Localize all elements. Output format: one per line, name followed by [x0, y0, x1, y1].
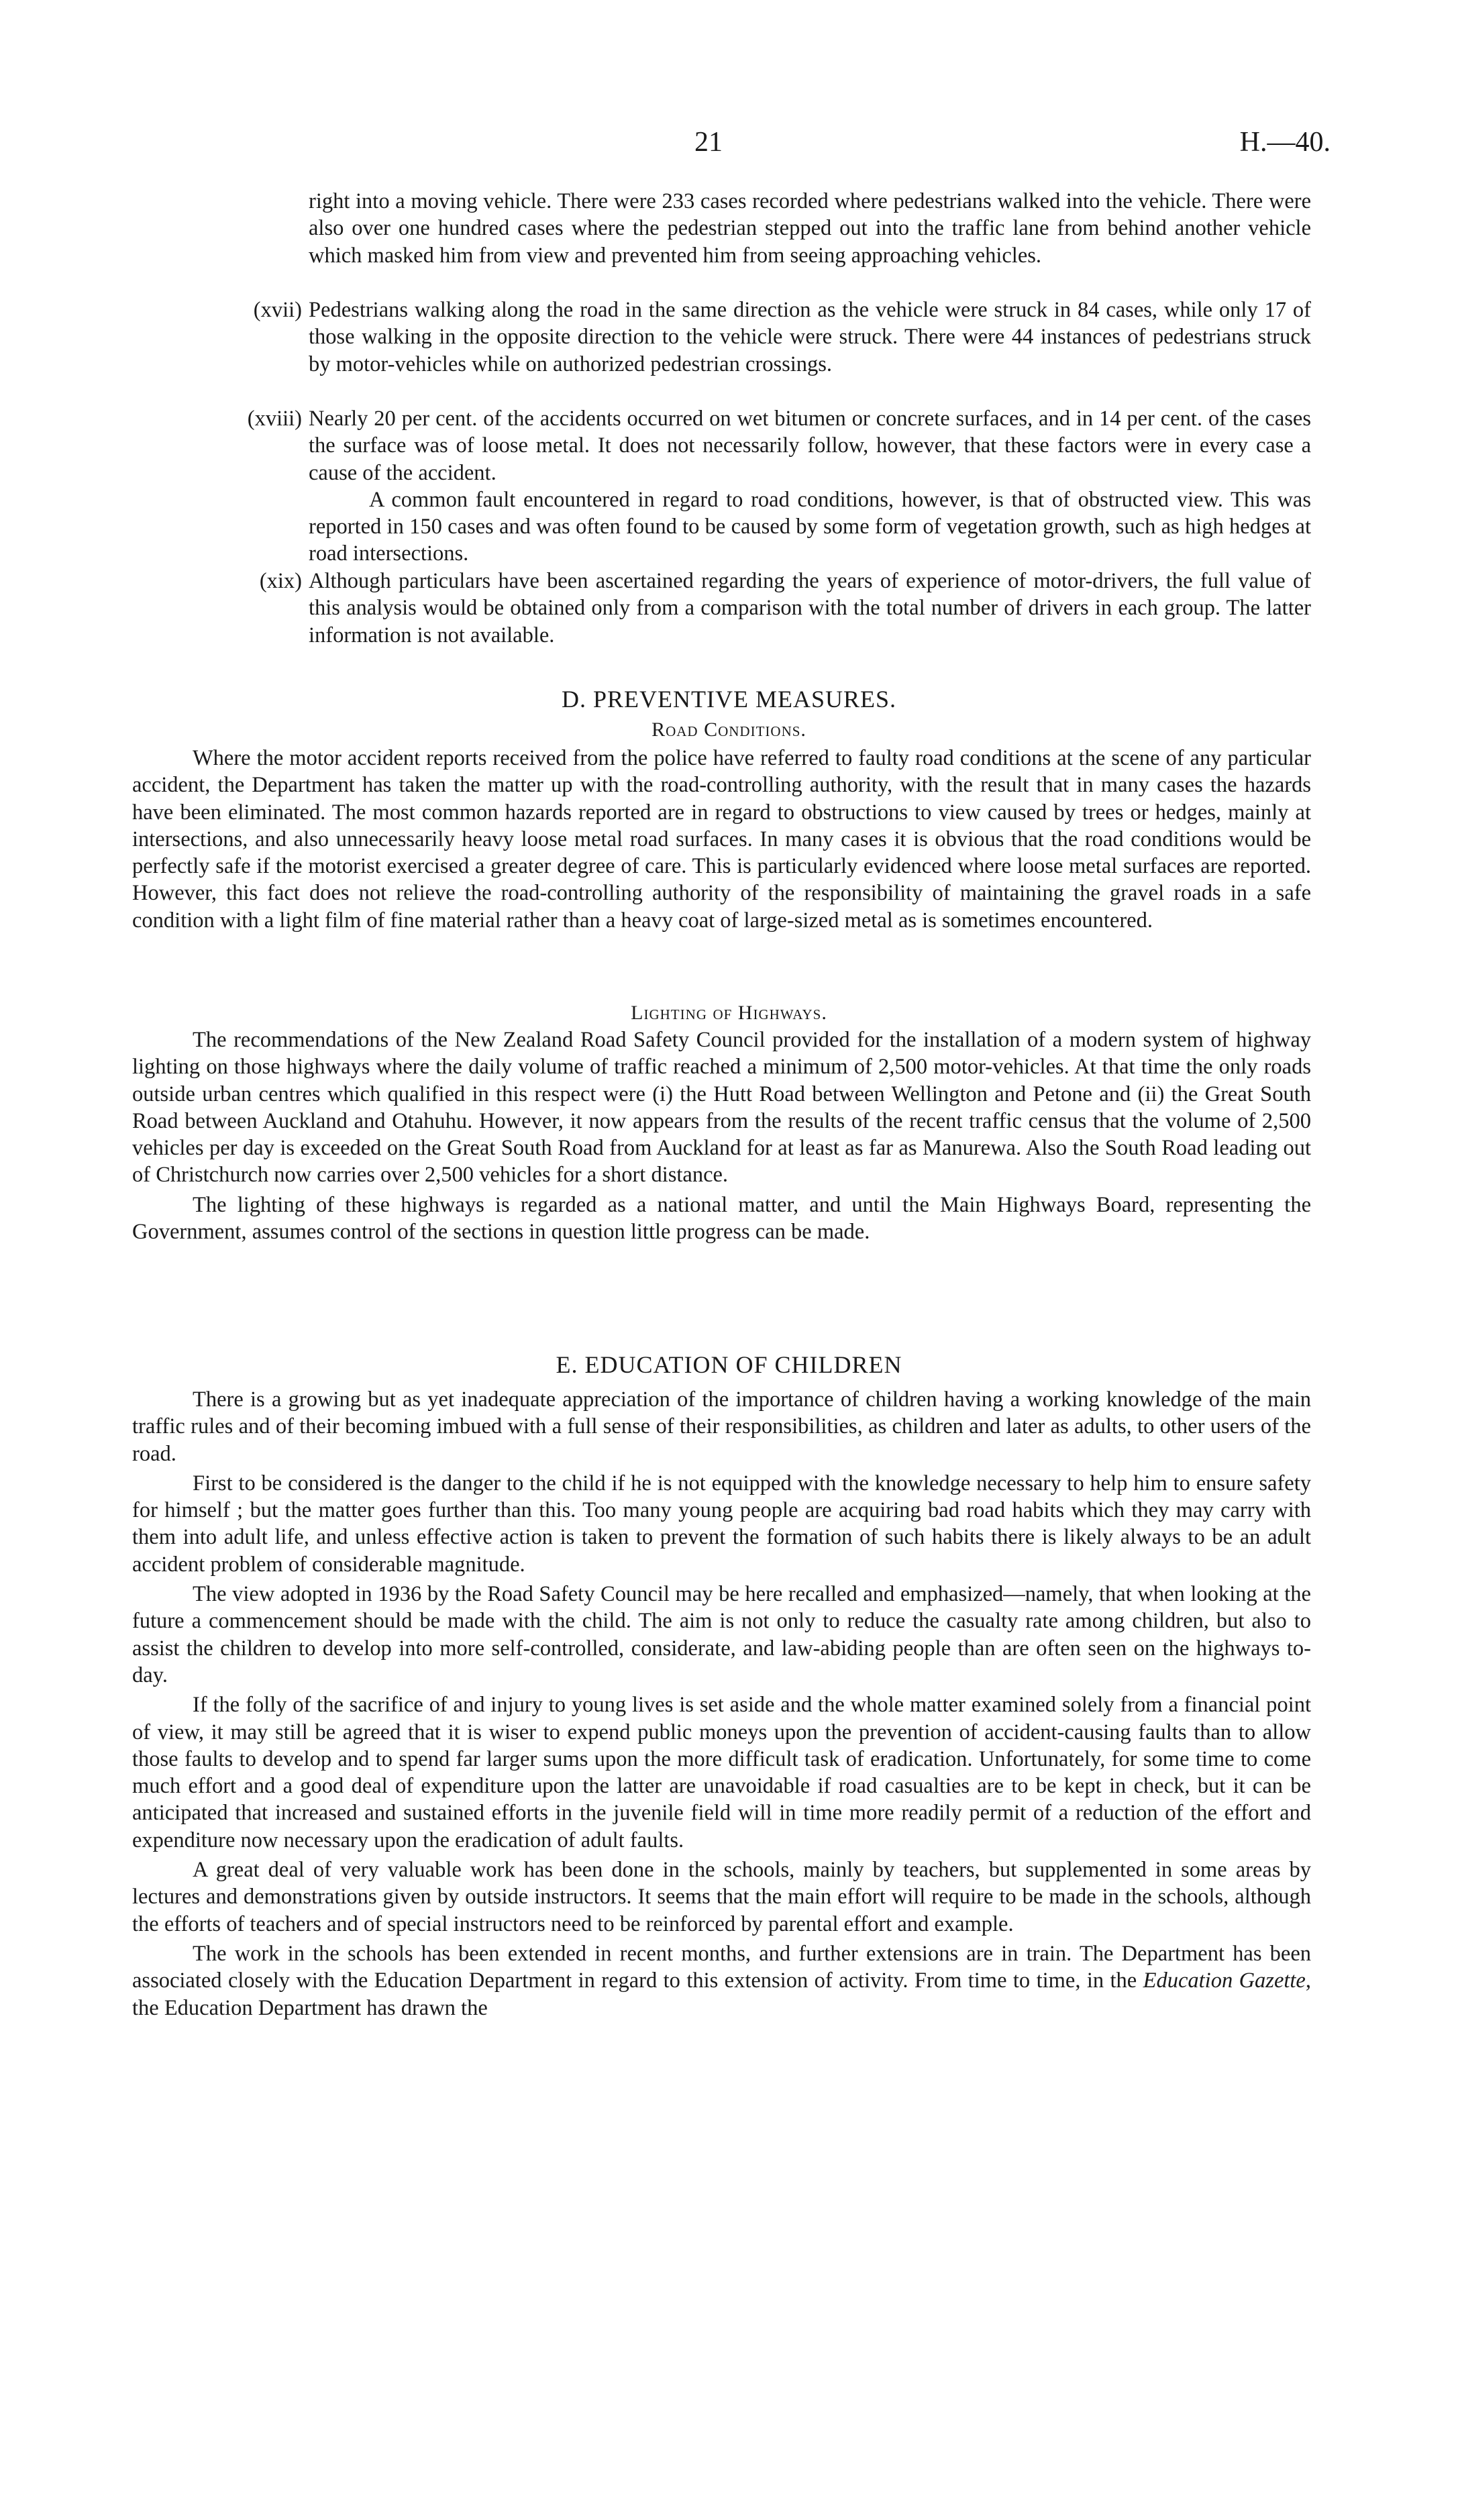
list-item-text: A common fault encountered in regard to road conditions, however, is that of obstructed view. This was reported in 150 cases and was often found to be caused by some form of vegetation growth, such as high hedges at road intersections. [309, 487, 1311, 566]
paragraph: The recommendations of the New Zealand Road Safety Council provided for the installation of a modern system of highway lighting on those highways where the daily volume of traffic reached a minimum of 2,500 motor-vehicles. At that time the only roads outside urban centres which qualified in this respect were (i) the Hutt Road between Wellington and Petone and (ii) the Great South Road between Auckland and Otahuhu. However, it now appears from the results of the recent traffic census that the volume of 2,500 vehicles per day is exceeded on the Great South Road from Auckland for at least as far as Manurewa. Also the South Road leading out of Christchurch now carries over 2,500 vehicles for a short distance. [132, 1028, 1311, 1188]
list-item-continued [309, 188, 1311, 269]
education-body [132, 1386, 1311, 2022]
list-item-text: Pedestrians walking along the road in the same direction as the vehicle were struck in 84 cases, while only 17 of those walking in the opposite direction to the vehicle were struck. There were 44 instances of pedestrians struck by motor-vehicles while on authorized pedestrian crossings. [309, 298, 1311, 376]
list-item-text: right into a moving vehicle. There were 233 cases recorded where pedestrians walked into the vehicle. There were also over one hundred cases where the pedestrian stepped out into the traffic lane from behind another vehicle which masked him from view and prevented him from seeing approaching vehicles. [309, 189, 1311, 268]
list-item-xviii [247, 405, 1311, 568]
list-item-label: (xvii) [253, 298, 302, 322]
list-item-xvii [253, 297, 1311, 378]
paragraph: The lighting of these highways is regarded as a national matter, and until the Main Highways Board, representing the Government, assumes control of the sections in question little progress can be made. [132, 1192, 1311, 1245]
text: , the Education Department has drawn the [132, 1968, 1311, 2020]
list-item-text: Nearly 20 per cent. of the accidents occurred on wet bitumen or concrete surfaces, and in 14 per cent. of the cases the surface was of loose metal. It does not necessarily follow, however, that these factors were in every case a cause of the accident. [309, 407, 1311, 485]
list-item-label: (xix) [259, 569, 302, 593]
paragraph: The view adopted in 1936 by the Road Safety Council may be here recalled and emphasized—namely, that when looking at the future a commencement should be made with the child. The aim is not only to reduce the casualty rate among children, but also to assist the children to develop into more self-controlled, considerate, and law-abiding people than are often seen on the highways to-day. [132, 1582, 1311, 1687]
list-item-text: Although particulars have been ascertained regarding the years of experience of motor-drivers, the full value of this analysis would be obtained only from a comparison with the total number of drivers in each group. The latter information is not available. [309, 569, 1311, 647]
subheading-lighting: Lighting of Highways. [631, 1002, 827, 1024]
road-conditions-body [132, 745, 1311, 934]
section-heading-e: E. EDUCATION OF CHILDREN [556, 1351, 902, 1378]
list-item-xix [259, 568, 1311, 649]
page-number: 21 [694, 127, 723, 158]
paragraph: First to be considered is the danger to the child if he is not equipped with the knowledge necessary to help him to ensure safety for himself ; but the matter goes further than this. Too many young people are acquiring bad road habits which they may carry with them into adult life, and unless effective action is taken to prevent the formation of such habits there is likely always to be an adult accident problem of considerable magnitude. [132, 1471, 1311, 1577]
section-heading-d: D. PREVENTIVE MEASURES. [561, 686, 896, 713]
italic-title: Education Gazette [1143, 1968, 1306, 1993]
subheading-road-conditions: Road Conditions. [652, 719, 806, 741]
document-reference: H.—40. [1239, 127, 1331, 158]
paragraph: Where the motor accident reports received from the police have referred to faulty road conditions at the scene of any particular accident, the Department has taken the matter up with the road-controlling authority, with the result that in many cases the hazards have been eliminated. The most common hazards reported are in regard to obstructions to view caused by trees or hedges, mainly at intersections, and also unnecessarily heavy loose metal road surfaces. In many cases it is obvious that the road conditions would be perfectly safe if the motorist exercised a greater degree of care. This is particularly evidenced where loose metal surfaces are reported. However, this fact does not relieve the road-controlling authority of the responsibility of maintaining the gravel roads in a safe condition with a light film of fine material rather than a heavy coat of large-sized metal as is sometimes encountered. [132, 746, 1311, 933]
list-item-label: (xviii) [247, 407, 302, 431]
paragraph: There is a growing but as yet inadequate appreciation of the importance of children having a working knowledge of the main traffic rules and of their becoming imbued with a full sense of their responsibilities, as children and later as adults, to other users of the road. [132, 1387, 1311, 1466]
text: The work in the schools has been extended in recent months, and further extensions are in train. The Department has been associated closely with the Education Department in regard to this extension of activity. From time to time, in the [132, 1941, 1311, 1993]
lighting-body [132, 1027, 1311, 1245]
paragraph: If the folly of the sacrifice of and injury to young lives is set aside and the whole matter examined solely from a financial point of view, it may still be agreed that it is wiser to expend public moneys upon the prevention of accident-causing faults than to allow those faults to develop and to spend far larger sums upon the more difficult task of eradication. Unfortunately, for some time to come much effort and a good deal of expenditure upon the latter are unavoidable if road casualties are to be kept in check, but it can be anticipated that increased and sustained efforts in the juvenile field will in time more readily permit of a reduction of the effort and expenditure now necessary upon the eradication of adult faults. [132, 1693, 1311, 1852]
page-header [0, 129, 1458, 162]
paragraph-last [132, 1940, 1311, 2022]
paragraph: A great deal of very valuable work has been done in the schools, mainly by teachers, but supplemented in some areas by lectures and demonstrations given by outside instructors. It seems that the main effort will require to be made in the schools, although the efforts of teachers and of special instructors need to be reinforced by parental effort and example. [132, 1858, 1311, 1936]
